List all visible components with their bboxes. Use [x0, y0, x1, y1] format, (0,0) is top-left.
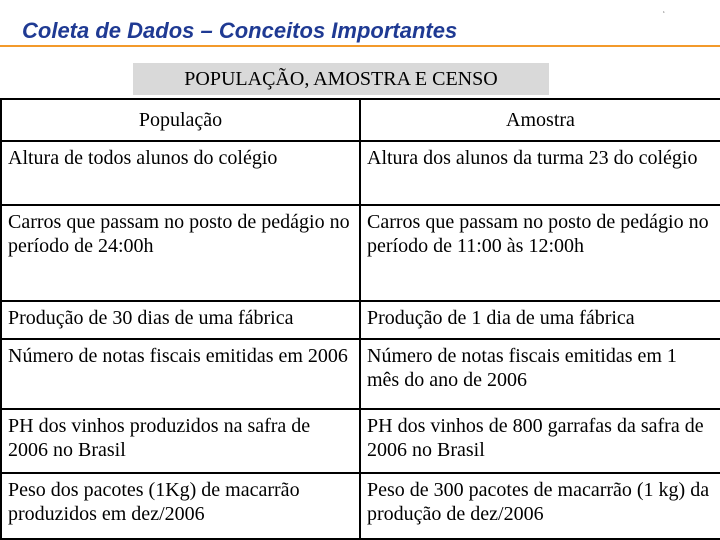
- population-cell: Altura de todos alunos do colégio: [1, 141, 360, 205]
- sample-cell: Produção de 1 dia de uma fábrica: [360, 301, 720, 339]
- slide-title: Coleta de Dados – Conceitos Importantes: [22, 18, 458, 43]
- sample-cell: Número de notas fiscais emitidas em 1 mês do ano de 2006: [360, 339, 720, 409]
- table-row: [1, 339, 720, 409]
- population-sample-table: [0, 98, 720, 540]
- section-subtitle: POPULAÇÃO, AMOSTRA E CENSO: [133, 63, 549, 95]
- sample-cell: Carros que passam no posto de pedágio no período de 11:00 às 12:00h: [360, 205, 720, 301]
- population-cell: Carros que passam no posto de pedágio no período de 24:00h: [1, 205, 360, 301]
- sample-cell: PH dos vinhos de 800 garrafas da safra de 2006 no Brasil: [360, 409, 720, 473]
- table-row: [1, 205, 720, 301]
- sample-cell: Altura dos alunos da turma 23 do colégio: [360, 141, 720, 205]
- table-row: [1, 301, 720, 339]
- population-cell: Produção de 30 dias de uma fábrica: [1, 301, 360, 339]
- sample-cell: Peso de 300 pacotes de macarrão (1 kg) da produção de dez/2006: [360, 473, 720, 539]
- header-populacao: População: [1, 99, 360, 141]
- population-cell: Peso dos pacotes (1Kg) de macarrão produzidos em dez/2006: [1, 473, 360, 539]
- population-cell: Número de notas fiscais emitidas em 2006: [1, 339, 360, 409]
- table-row: [1, 473, 720, 539]
- title-divider: [0, 45, 720, 47]
- table-row: [1, 141, 720, 205]
- population-cell: PH dos vinhos produzidos na safra de 2006 no Brasil: [1, 409, 360, 473]
- header-amostra: Amostra: [360, 99, 720, 141]
- corner-mark: ‘: [663, 10, 665, 19]
- table-header-row: [1, 99, 720, 141]
- table-row: [1, 409, 720, 473]
